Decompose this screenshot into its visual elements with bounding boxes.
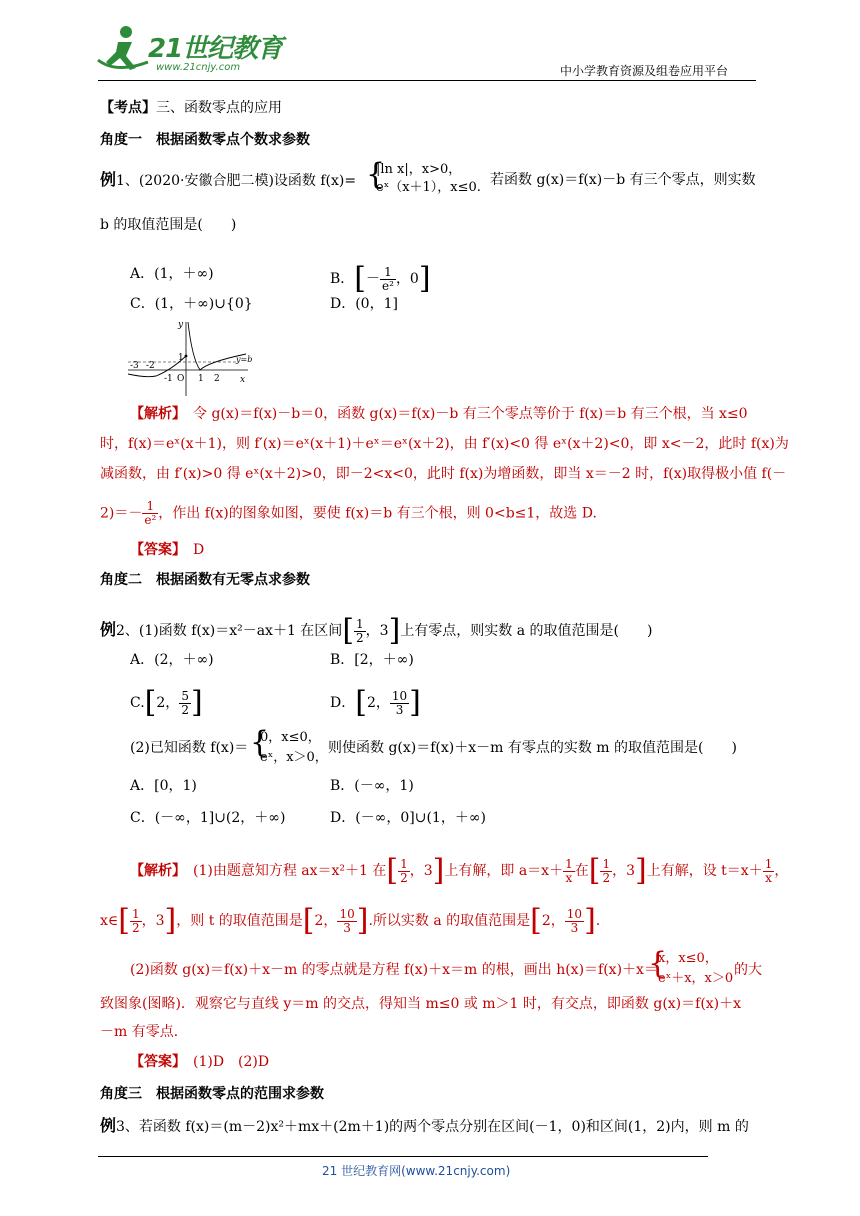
- logo-sub: www.21cnjy.com: [156, 62, 241, 73]
- example1-tail: 若函数 g(x)＝f(x)－b 有三个零点，则实数: [490, 172, 756, 188]
- piece-case1: |ln x|，x>0，: [376, 162, 462, 177]
- graph-tick-1: 1: [198, 374, 204, 384]
- graph-line-label: y=b: [236, 355, 253, 364]
- footer-text: 21 世纪教育网(www.21cnjy.com): [322, 1164, 511, 1178]
- analysis1-line4: 2)＝－ $\frac{1}{\text{e²}}$ ，作出 f(x)的图象如图，要使 f(x)＝b 有三个根，则 0<b≤1，故选 D.: [100, 499, 597, 527]
- option-d3: D．(－∞，0]∪(1，＋∞): [330, 810, 486, 826]
- option-a1: A．(1，＋∞): [130, 266, 214, 282]
- option-a2: A．(2，＋∞): [130, 652, 214, 668]
- footer-divider: [98, 1156, 708, 1157]
- example1: [100, 170, 356, 191]
- function-graph: [126, 318, 266, 398]
- example2-part2-intro: (2)已知函数 f(x)＝: [130, 740, 249, 756]
- analysis2-line3-tail: 的大: [734, 962, 762, 978]
- analysis2-line4: 致图象(图略)．观察它与直线 y＝m 的交点，得知当 m≤0 或 m＞1 时，有交点，即函数 g(x)＝f(x)＋x: [100, 996, 742, 1012]
- option-c3: C．(－∞，1]∪(2，＋∞): [130, 810, 286, 826]
- example1-intro: 1、(2020·安徽合肥二模)设函数 f(x)=: [116, 173, 357, 189]
- option-a3: A．[0，1): [130, 778, 197, 794]
- header-divider: [98, 80, 756, 81]
- logo-main: 21世纪教育: [148, 34, 283, 64]
- example1-label: 例: [100, 170, 117, 189]
- analysis1-line1: 【解析】 令 g(x)＝f(x)－b＝0，函数 g(x)＝f(x)－b 有三个零点等价于 f(x)＝b 有三个根，当 x≤0: [130, 406, 748, 422]
- example1-line2: b 的取值范围是( ): [100, 217, 237, 233]
- graph-y-label: y: [178, 320, 184, 330]
- option-b3: B．(－∞，1): [330, 778, 414, 794]
- graph-tick-neg2: -2: [146, 361, 155, 371]
- runner-logo-icon: [96, 22, 152, 78]
- platform-name: 中小学教育资源及组卷应用平台: [560, 64, 729, 78]
- option-c2: C.[2， $\frac{5}{2}$ ]: [130, 685, 203, 720]
- graph-tick-neg3: -3: [130, 361, 139, 371]
- option-b1: B．[－ $\frac{1}{\text{e²}}$ ，0]: [330, 261, 431, 296]
- answer2: 【答案】 (1)D (2)D: [130, 1054, 270, 1070]
- graph-y-tick-1: 1: [178, 353, 184, 363]
- graph-origin: O: [177, 374, 185, 384]
- graph-x-label: x: [240, 375, 246, 385]
- angle3-title: 角度三 根据函数零点的范围求参数: [100, 1086, 324, 1102]
- section-tag: 【考点】: [100, 100, 156, 116]
- analysis2-line2: x∈[ $\frac{1}{2}$ ，3]，则 t 的取值范围是[2， $\frac{10}{3}$ ].所以实数 a 的取值范围是[2， $\frac{10}{3}$ ].: [100, 903, 601, 938]
- example3: 例3、若函数 f(x)＝(m－2)x²＋mx＋(2m＋1)的两个零点分别在区间(－1，0)和区间(1，2)内，则 m 的: [100, 1116, 749, 1135]
- answer1: 【答案】 D: [130, 542, 205, 558]
- analysis2-line5: －m 有零点．: [100, 1024, 188, 1040]
- option-c1: C．(1，＋∞)∪{0}: [130, 296, 253, 312]
- option-b2: B．[2，＋∞): [330, 652, 414, 668]
- option-d2: D．[2， $\frac{10}{3}$ ]: [330, 685, 421, 720]
- option-d1: D．(0，1]: [330, 296, 398, 312]
- angle2-title: 角度二 根据函数有无零点求参数: [100, 572, 310, 588]
- example2-part2-tail: 则使函数 g(x)＝f(x)＋x－m 有零点的实数 m 的取值范围是( ): [328, 740, 737, 756]
- analysis2-line3: (2)函数 g(x)＝f(x)＋x－m 的零点就是方程 f(x)＋x＝m 的根，画出 h(x)＝f(x)＋x＝: [130, 962, 658, 978]
- piece-case2: eˣ（x＋1），x≤0.: [376, 180, 481, 195]
- section-heading: [100, 98, 282, 118]
- logo: [96, 22, 283, 78]
- analysis1-line2: 时，f(x)＝eˣ(x＋1)，则 f′(x)＝eˣ(x＋1)＋eˣ＝eˣ(x＋2)，由 f′(x)<0 得 eˣ(x＋2)<0，即 x<－2，此时 f(x)为: [100, 436, 789, 452]
- example2-part1: 例2、(1)函数 f(x)＝x²－ax＋1 在区间[ $\frac{1}{2}$ ，3]上有零点，则实数 a 的取值范围是( ): [100, 613, 653, 648]
- analysis2-line1: 【解析】 (1)由题意知方程 ax＝x²＋1 在[ $\frac{1}{2}$ ，3]上有解，即 a＝x＋ $\frac{1}{x}$ 在[ $\frac{1}{2}$ ，3]上有解，设 t＝x＋ $\frac{1}{x}$ ，: [130, 853, 789, 888]
- angle1-title: 角度一 根据函数零点个数求参数: [100, 132, 310, 148]
- section-title: 三、函数零点的应用: [156, 100, 282, 116]
- graph-tick-2: 2: [214, 374, 220, 384]
- graph-tick-neg1: -1: [164, 374, 173, 384]
- analysis1-line3: 减函数，由 f′(x)>0 得 eˣ(x＋2)>0，即－2<x<0，此时 f(x)为增函数，即当 x＝－2 时，f(x)取得极小值 f(－: [100, 466, 787, 482]
